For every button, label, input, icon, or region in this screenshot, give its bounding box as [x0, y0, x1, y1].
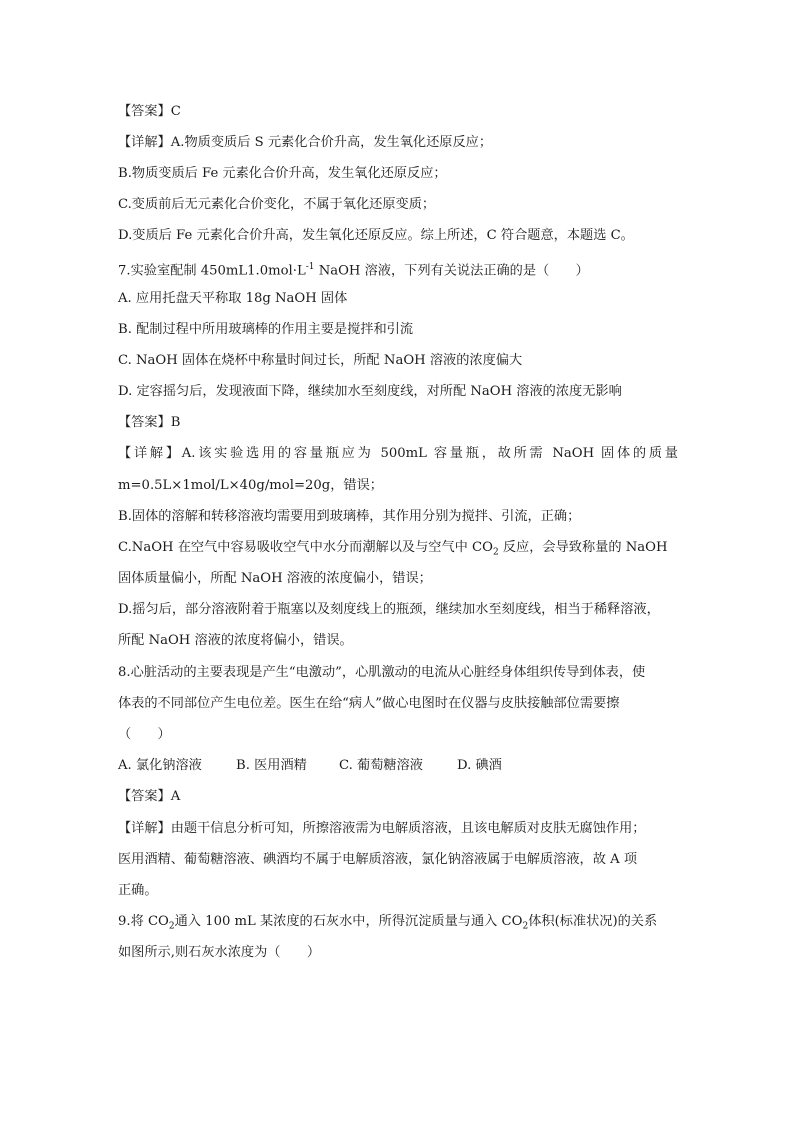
q8-option-a: A. 氯化钠溶液 — [118, 758, 202, 773]
q7-option-d: D. 定容摇匀后，发现液面下降，继续加水至刻度线，对所配 NaOH 溶液的浓度无影响 — [118, 384, 622, 399]
q8-stem-2: 体表的不同部位产生电位差。医生在给“病人”做心电图时在仪器与皮肤接触部位需要擦 — [118, 696, 620, 711]
q7-detail-b: B.固体的溶解和转移溶液均需要用到玻璃棒，其作用分别为搅拌、引流，正确； — [118, 509, 581, 524]
q9-stem1-b: 通入 100 mL 某浓度的石灰水中，所得沉淀质量与通入 CO — [174, 914, 523, 929]
q7-stem — [118, 258, 678, 280]
q7-stem-sup: -1 — [305, 262, 315, 272]
q8-stem-3: （ ） — [118, 727, 171, 742]
q6-detail-a: 【详解】A.物质变质后 S 元素化合价升高，发生氧化还原反应； — [118, 135, 493, 150]
q6-detail-c: C.变质前后无元素化合价变化，不属于氧化还原变质； — [118, 197, 436, 212]
q9-stem-2: 如图所示,则石灰水浓度为（ ） — [118, 945, 321, 960]
q7-detail-d2: 所配 NaOH 溶液的浓度将偏小，错误。 — [118, 633, 353, 648]
q8-stem-1: 8.心脏活动的主要表现是产生“电激动”，心肌激动的电流从心脏经身体组织传导到体表，使 — [118, 665, 646, 680]
q9-stem1-sub1: 2 — [168, 921, 175, 932]
q7-option-b: B. 配制过程中所用玻璃棒的作用主要是搅拌和引流 — [118, 322, 414, 337]
q7-detail-c1-sub: 2 — [492, 547, 499, 558]
q7-option-c: C. NaOH 固体在烧杯中称量时间过长，所配 NaOH 溶液的浓度偏大 — [118, 353, 523, 368]
q7-detail-c1-pre: C.NaOH 在空气中容易吸收空气中水分而潮解以及与空气中 CO — [118, 540, 493, 555]
q8-answer: 【答案】A — [118, 789, 181, 804]
q8-options — [118, 757, 678, 775]
q9-stem1-c: 体积(标准状况)的关系 — [528, 914, 658, 929]
q7-stem-pre: 7.实验室配制 450mL1.0mol·L — [118, 263, 306, 279]
q8-option-d: D. 碘酒 — [457, 758, 502, 773]
q8-detail-1: 【详解】由题干信息分析可知，所擦溶液需为电解质溶液，且该电解质对皮肤无腐蚀作用； — [118, 821, 646, 836]
q9-stem1-sub2: 2 — [522, 921, 529, 932]
q7-answer: 【答案】B — [118, 415, 181, 430]
q7-detail-a1: 【详解】A.该实验选用的容量瓶应为 500mL 容量瓶，故所需 NaOH 固体的质量 — [118, 446, 678, 461]
q6-detail-d: D.变质后 Fe 元素化合价升高，发生氧化还原反应。综上所述，C 符合题意，本题选 C。 — [118, 228, 634, 243]
q8-option-b: B. 医用酒精 — [236, 758, 307, 773]
q6-answer: 【答案】C — [118, 104, 181, 119]
q9-stem-1 — [118, 913, 678, 936]
q6-detail-b: B.物质变质后 Fe 元素化合价升高，发生氧化还原反应； — [118, 166, 447, 181]
q8-detail-2: 医用酒精、葡萄糖溶液、碘酒均不属于电解质溶液，氯化钠溶液属于电解质溶液，故 A 项 — [118, 852, 638, 867]
q7-detail-c2: 固体质量偏小，所配 NaOH 溶液的浓度偏小，错误； — [118, 571, 432, 586]
q7-detail-c1 — [118, 539, 678, 562]
q7-detail-c1-post: 反应，会导致称量的 NaOH — [498, 540, 668, 555]
q9-stem1-a: 9.将 CO — [118, 914, 169, 929]
q7-stem-post: NaOH 溶液，下列有关说法正确的是（ ） — [314, 263, 589, 279]
q7-option-a: A. 应用托盘天平称取 18g NaOH 固体 — [118, 291, 348, 306]
q8-detail-3: 正确。 — [118, 883, 158, 898]
q7-detail-d1: D.摇匀后，部分溶液附着于瓶塞以及刻度线上的瓶颈，继续加水至刻度线，相当于稀释溶液， — [118, 602, 660, 617]
q7-detail-a2: m=0.5L×1mol/L×40g/mol=20g，错误； — [118, 478, 383, 493]
q8-option-c: C. 葡萄糖溶液 — [339, 758, 423, 773]
